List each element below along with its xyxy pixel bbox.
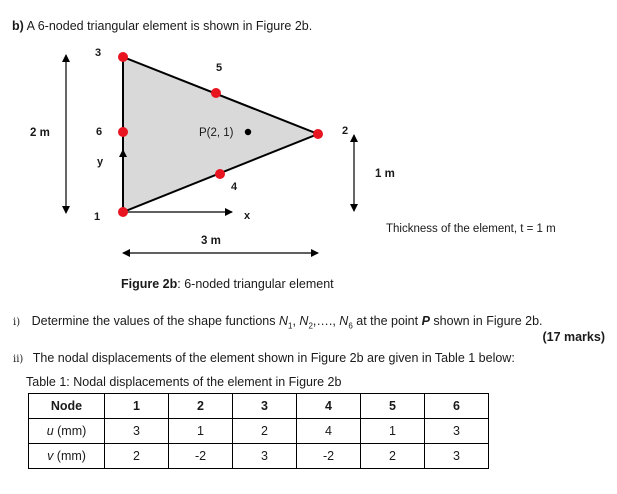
x-axis-label: x xyxy=(244,210,251,222)
table-cell: 3 xyxy=(425,444,489,469)
node-6 xyxy=(118,127,128,137)
table-cell: 2 xyxy=(361,444,425,469)
question-i-sep1: , xyxy=(292,314,300,328)
shape-fn-n6-sub: 6 xyxy=(348,321,353,331)
point-p-marker xyxy=(245,129,251,135)
table-header-node: Node xyxy=(29,394,105,419)
figure-caption-text: : 6-noded triangular element xyxy=(177,277,334,291)
question-ii xyxy=(13,351,515,365)
table-cell: -2 xyxy=(169,444,233,469)
table-row xyxy=(29,419,489,444)
shape-fn-n2-sub: 2 xyxy=(308,321,313,331)
question-text: A 6-noded triangular element is shown in Figure 2b. xyxy=(26,19,313,33)
table-header-cell: 5 xyxy=(361,394,425,419)
node-5 xyxy=(211,88,221,98)
figure-caption-label: Figure 2b xyxy=(121,277,178,291)
node-1 xyxy=(118,207,128,217)
table-header-cell: 4 xyxy=(297,394,361,419)
question-ii-text: The nodal displacements of the element shown in Figure 2b are given in Table 1 below: xyxy=(32,351,515,365)
table-row xyxy=(29,444,489,469)
table-header-cell: 1 xyxy=(105,394,169,419)
table-cell: 4 xyxy=(297,419,361,444)
question-i-numeral: i) xyxy=(13,317,21,328)
table-header-cell: 2 xyxy=(169,394,233,419)
node-label-1: 1 xyxy=(94,211,101,223)
displacement-table xyxy=(28,393,489,469)
node-label-4: 4 xyxy=(231,181,238,193)
figure-caption xyxy=(121,277,334,291)
row-label-u-symbol: u xyxy=(46,424,54,438)
row-label-v-unit: (mm) xyxy=(53,449,86,463)
shape-fn-n2: N xyxy=(299,314,309,328)
node-label-2: 2 xyxy=(342,125,349,137)
row-label-v xyxy=(29,444,105,469)
row-label-v-symbol: v xyxy=(47,449,54,463)
height-dimension-label: 2 m xyxy=(30,127,50,139)
row-label-u xyxy=(29,419,105,444)
table-header-cell: 3 xyxy=(233,394,297,419)
thickness-note: Thickness of the element, t = 1 m xyxy=(386,223,556,235)
question-i-point: P xyxy=(421,314,430,328)
question-i-text-a: Determine the values of the shape functions xyxy=(31,314,279,328)
table-cell: -2 xyxy=(297,444,361,469)
y-axis-label: y xyxy=(97,156,104,168)
table-caption: Table 1: Nodal displacements of the element in Figure 2b xyxy=(26,375,342,389)
question-i-text-f: shown in Figure 2b. xyxy=(429,314,543,328)
table-header-row xyxy=(29,394,489,419)
node-label-5: 5 xyxy=(216,62,223,74)
width-dimension-label: 3 m xyxy=(201,235,221,247)
question-i xyxy=(13,314,543,331)
question-i-sep2: ,…., xyxy=(312,314,340,328)
node-label-3: 3 xyxy=(95,47,102,59)
question-label: b) xyxy=(12,19,24,33)
point-p-label: P(2, 1) xyxy=(199,127,234,139)
table-cell: 3 xyxy=(105,419,169,444)
shape-fn-n6: N xyxy=(339,314,349,328)
node-4 xyxy=(215,169,225,179)
table-cell: 1 xyxy=(169,419,233,444)
node-2 xyxy=(313,129,323,139)
table-header-cell: 6 xyxy=(425,394,489,419)
table-cell: 2 xyxy=(233,419,297,444)
node-label-6: 6 xyxy=(96,126,103,138)
shape-fn-n1: N xyxy=(278,314,288,328)
table-cell: 2 xyxy=(105,444,169,469)
row-label-u-unit: (mm) xyxy=(53,424,87,438)
question-ii-numeral: ii) xyxy=(13,354,24,365)
table-cell: 1 xyxy=(361,419,425,444)
shape-fn-n1-sub: 1 xyxy=(288,321,293,331)
table-cell: 3 xyxy=(425,419,489,444)
question-i-marks: (17 marks) xyxy=(542,330,605,344)
table-cell: 3 xyxy=(233,444,297,469)
question-i-text-e: at the point xyxy=(352,314,422,328)
right-dimension-label: 1 m xyxy=(375,168,395,180)
node-3 xyxy=(118,52,128,62)
